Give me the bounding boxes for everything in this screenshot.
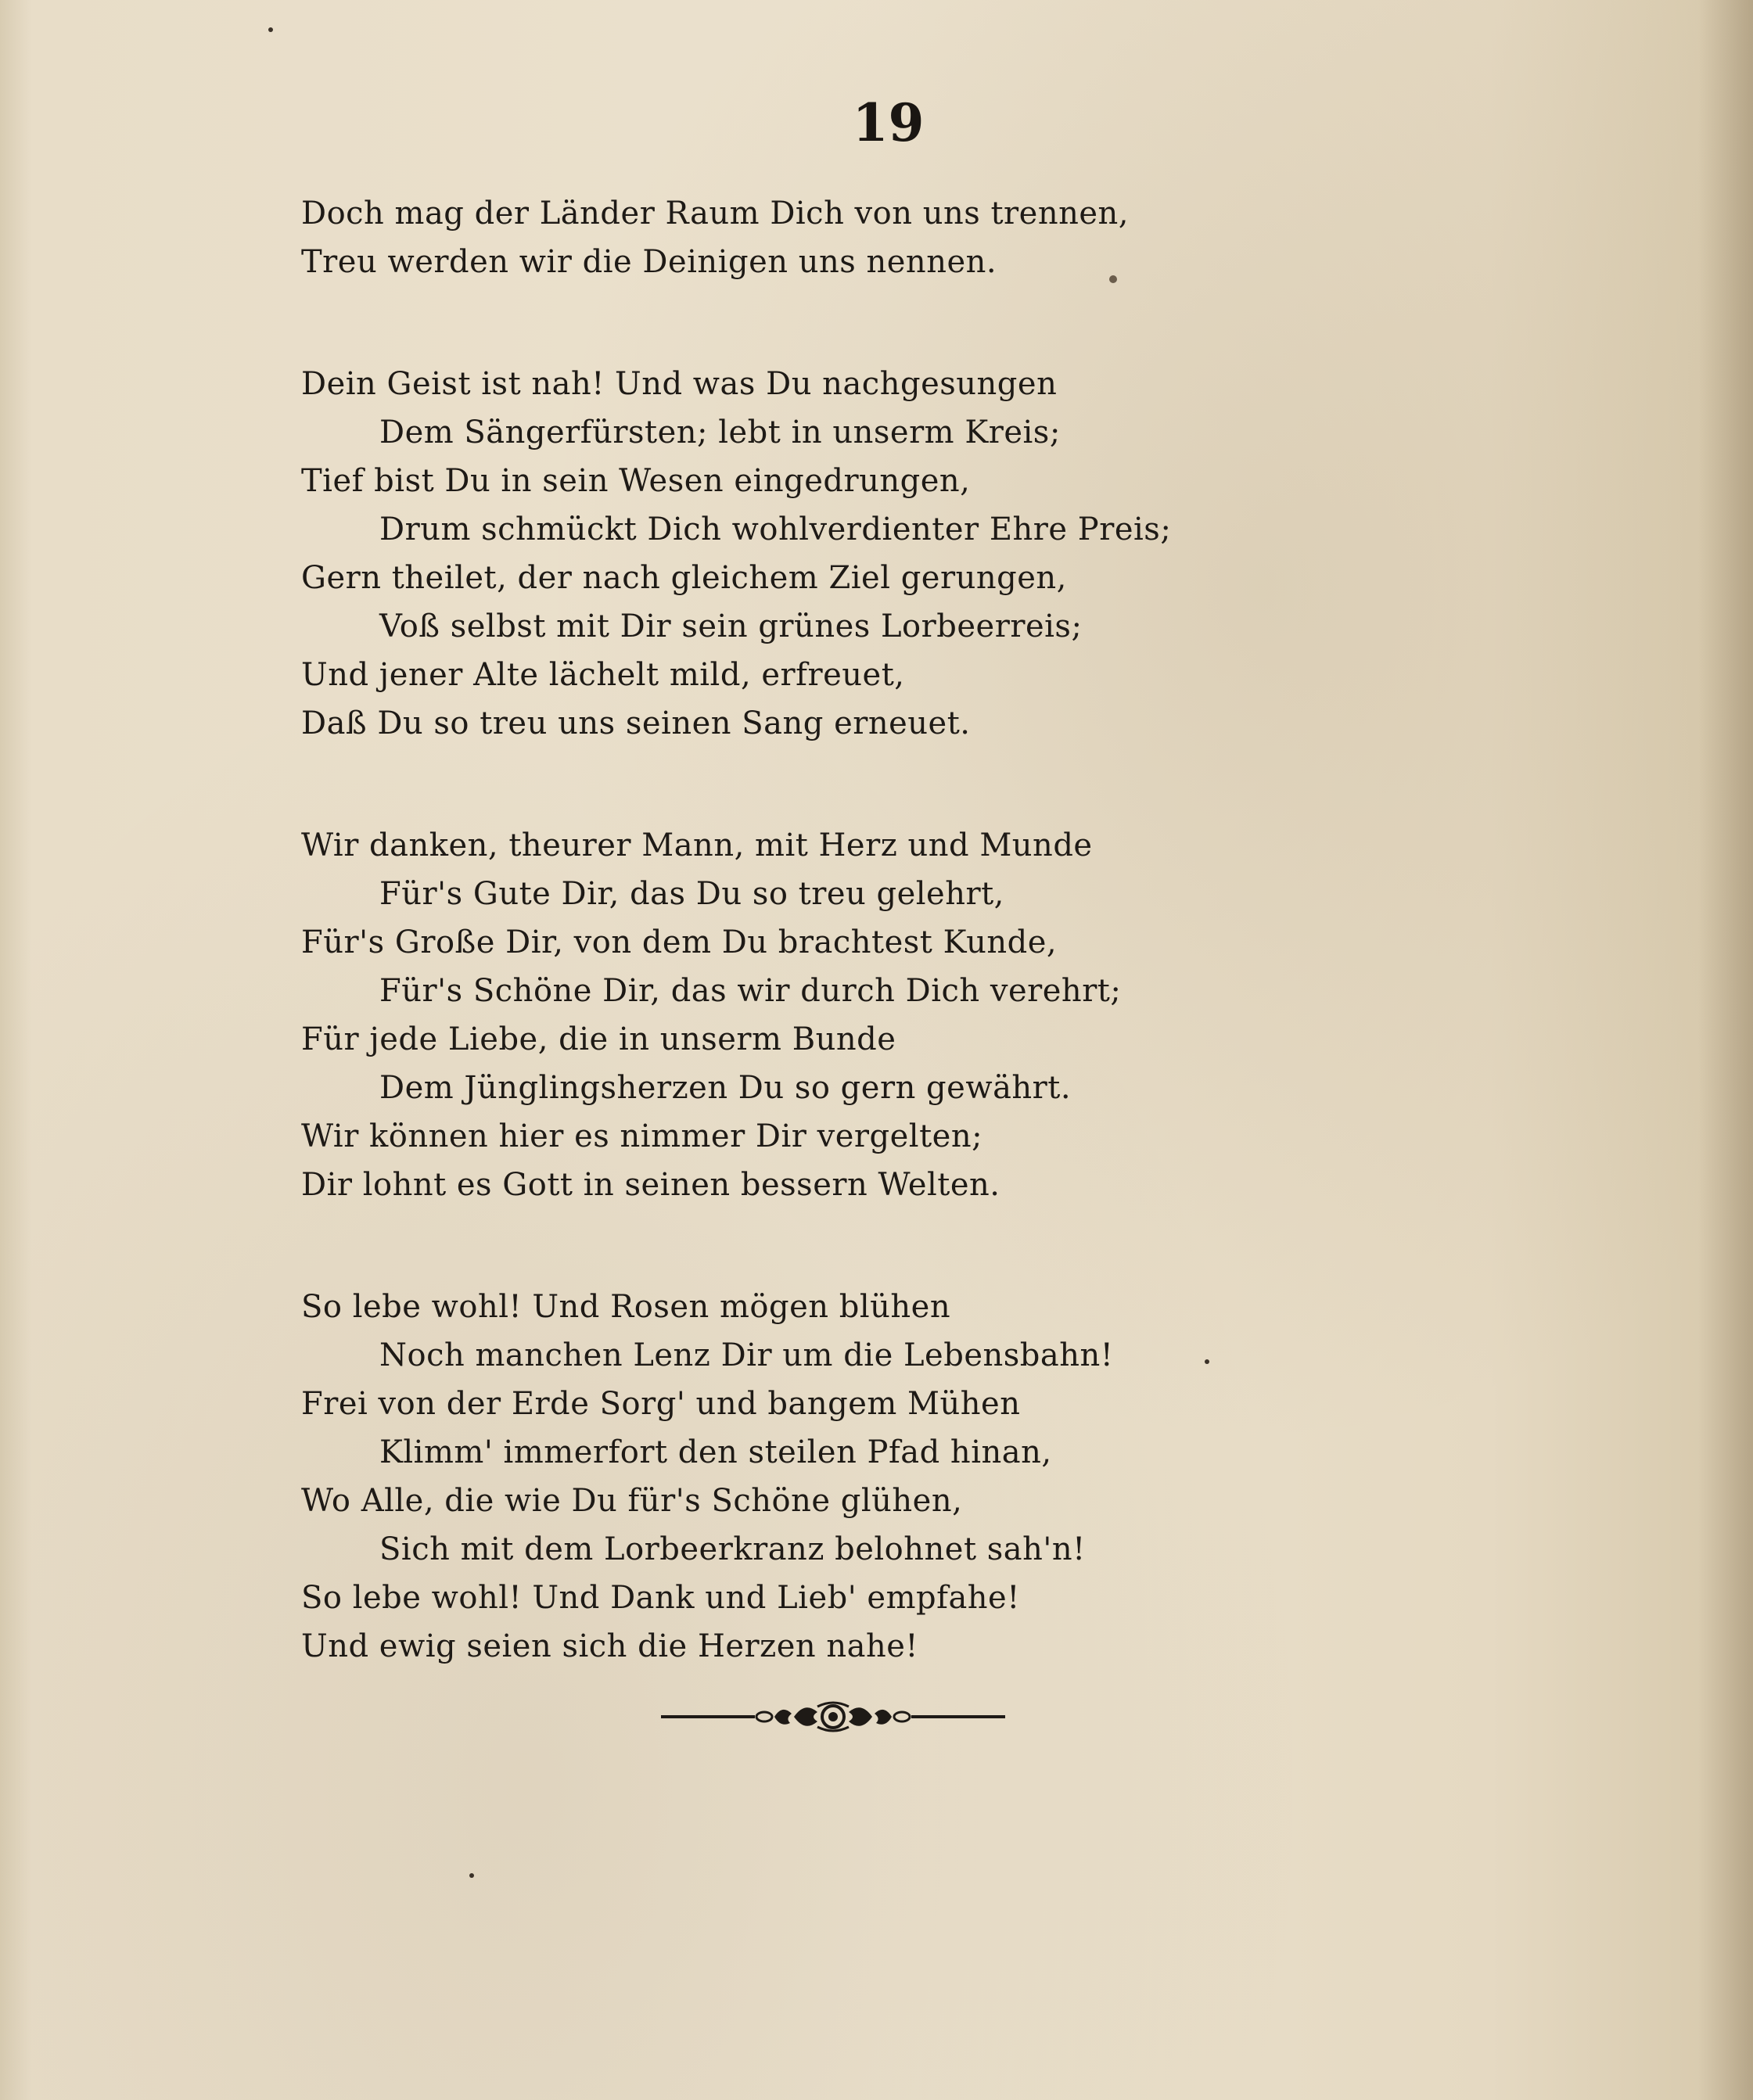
stanza [301, 360, 1172, 748]
poem-line: Drum schmückt Dich wohlverdienter Ehre Preis; [379, 512, 1172, 547]
stanza [301, 821, 1123, 1209]
poem-line: Noch manchen Lenz Dir um die Lebensbahn! [379, 1337, 1114, 1373]
poem-line: Und jener Alte lächelt mild, erfreuet, [301, 657, 905, 693]
stanza [301, 189, 1130, 286]
poem-line: Für jede Liebe, die in unserm Bunde [301, 1021, 896, 1057]
poem-line: Für's Schöne Dir, das wir durch Dich verehrt; [379, 973, 1122, 1009]
poem-line: Dein Geist ist nah! Und was Du nachgesungen [301, 366, 1058, 402]
poem-line: Tief bist Du in sein Wesen eingedrungen, [301, 463, 971, 499]
paper-speck [1205, 1359, 1209, 1364]
poem-line: Wo Alle, die wie Du für's Schöne glühen, [301, 1483, 963, 1519]
poem-line: Treu werden wir die Deinigen uns nennen. [301, 244, 997, 280]
poem-line: Wir danken, theurer Mann, mit Herz und Munde [301, 827, 1093, 863]
paper-speck [469, 1873, 474, 1878]
poem-line: Für's Gute Dir, das Du so treu gelehrt, [379, 876, 1004, 912]
poem-line: Dir lohnt es Gott in seinen bessern Welten. [301, 1167, 1000, 1203]
flourish-divider-icon [661, 1697, 1005, 1736]
poem-line: Sich mit dem Lorbeerkranz belohnet sah'n! [379, 1531, 1086, 1567]
poem-line: Und ewig seien sich die Herzen nahe! [301, 1628, 918, 1664]
poem-line: Für's Große Dir, von dem Du brachtest Kunde, [301, 924, 1058, 960]
poem-line: Dem Jünglingsherzen Du so gern gewährt. [379, 1070, 1072, 1106]
page-number: 19 [852, 92, 925, 153]
poem-line: Wir können hier es nimmer Dir vergelten; [301, 1118, 983, 1154]
poem-line: So lebe wohl! Und Rosen mögen blühen [301, 1289, 951, 1325]
poem-line: Klimm' immerfort den steilen Pfad hinan, [379, 1434, 1052, 1470]
page-edge-shadow [1698, 0, 1753, 2100]
poem [301, 189, 1172, 1744]
poem-line: Dem Sängerfürsten; lebt in unserm Kreis; [379, 415, 1061, 451]
poem-line: Doch mag der Länder Raum Dich von uns trennen, [301, 196, 1130, 232]
poem-line: Voß selbst mit Dir sein grünes Lorbeerreis; [379, 608, 1083, 644]
poem-line: Gern theilet, der nach gleichem Ziel gerungen, [301, 560, 1067, 596]
poem-line: So lebe wohl! Und Dank und Lieb' empfahe! [301, 1580, 1020, 1616]
poem-line: Daß Du so treu uns seinen Sang erneuet. [301, 705, 971, 741]
paper-speck [1109, 275, 1117, 283]
poem-line: Frei von der Erde Sorg' und bangem Mühen [301, 1386, 1021, 1422]
stanza [301, 1283, 1123, 1671]
paper-speck [268, 27, 273, 32]
